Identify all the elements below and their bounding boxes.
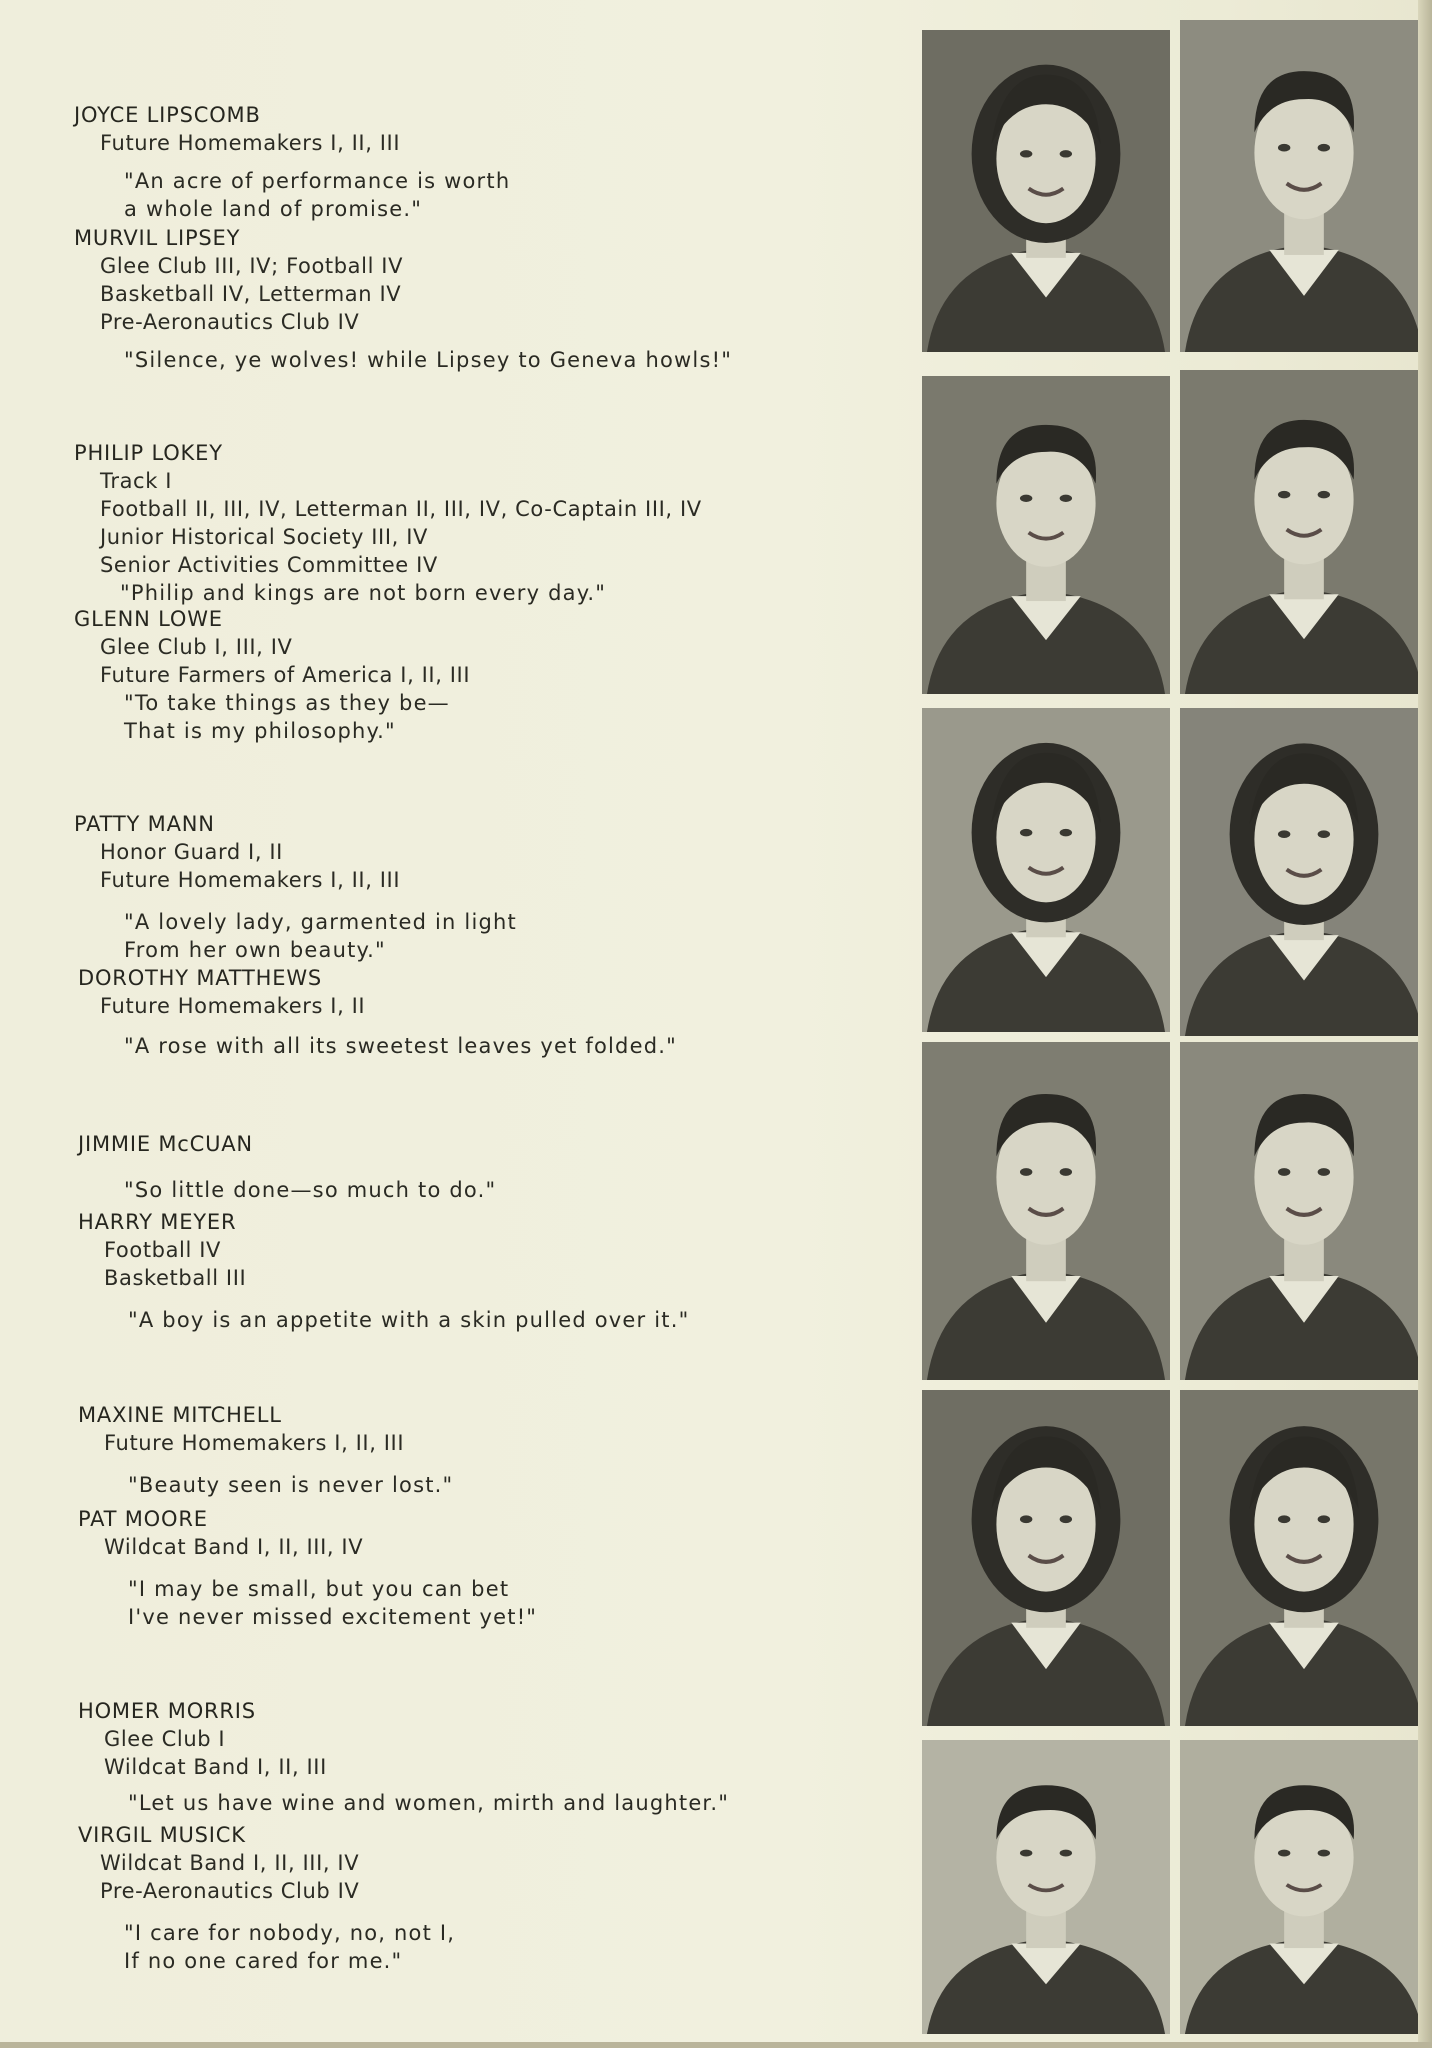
portrait-figure: [922, 708, 1170, 1032]
entry-homer-morris: [74, 1697, 834, 1821]
activity-line: Basketball IV, Letterman IV: [100, 282, 402, 306]
activity-line: Wildcat Band I, II, III, IV: [104, 1535, 364, 1559]
student-quote: "I may be small, but you can bet I've never missed excitement yet!": [128, 1577, 538, 1629]
portrait-figure: [1180, 1042, 1428, 1380]
activity-line: Future Homemakers I, II: [100, 994, 366, 1018]
activity-line: Future Farmers of America I, II, III: [100, 663, 471, 687]
activity-line: Wildcat Band I, II, III: [104, 1755, 327, 1779]
student-quote: "I care for nobody, no, not I, If no one cared for me.": [124, 1921, 456, 1973]
entry-glenn-lowe: [74, 605, 834, 749]
portrait-virgil-musick: [1180, 1740, 1428, 2034]
portrait-figure: [1180, 1390, 1428, 1726]
portrait-patty-mann: [922, 708, 1170, 1032]
student-quote: "So little done—so much to do.": [124, 1178, 497, 1202]
activity-line: Pre-Aeronautics Club IV: [100, 310, 360, 334]
portrait-joyce-lipscomb: [922, 30, 1170, 352]
activity-line: Glee Club III, IV; Football IV: [100, 254, 404, 278]
portrait-maxine-mitchell: [922, 1390, 1170, 1726]
activity-line: Football IV: [104, 1238, 221, 1262]
portrait-harry-meyer: [1180, 1042, 1428, 1380]
student-name: MAXINE MITCHELL: [78, 1403, 282, 1427]
activity-line: Future Homemakers I, II, III: [100, 868, 401, 892]
page-edge: [1418, 0, 1432, 2048]
activity-line: Junior Historical Society III, IV: [100, 525, 428, 549]
entry-patty-mann: [74, 810, 834, 968]
portrait-figure: [1180, 1740, 1428, 2034]
activity-line: Future Homemakers I, II, III: [104, 1431, 405, 1455]
activity-line: Glee Club I, III, IV: [100, 635, 293, 659]
student-quote: "Philip and kings are not born every day.": [120, 581, 607, 605]
portrait-figure: [922, 1740, 1170, 2034]
student-name: HOMER MORRIS: [78, 1699, 256, 1723]
activity-line: Football II, III, IV, Letterman II, III, IV, Co-Captain III, IV: [100, 497, 702, 521]
portrait-figure: [1180, 370, 1428, 694]
portrait-figure: [922, 1390, 1170, 1726]
portrait-murvil-lipsey: [1180, 20, 1428, 352]
student-quote: "A boy is an appetite with a skin pulled over it.": [128, 1308, 690, 1332]
student-quote: "To take things as they be— That is my philosophy.": [124, 691, 450, 743]
activity-line: Pre-Aeronautics Club IV: [100, 1879, 360, 1903]
student-name: PAT MOORE: [78, 1507, 208, 1531]
activity-line: Senior Activities Committee IV: [100, 553, 438, 577]
entry-virgil-musick: [74, 1821, 834, 1979]
activity-line: Basketball III: [104, 1266, 247, 1290]
activity-line: Glee Club I: [104, 1727, 226, 1751]
student-name: PHILIP LOKEY: [74, 441, 223, 465]
entry-maxine-mitchell: [74, 1401, 834, 1503]
entry-pat-moore: [74, 1505, 834, 1635]
activity-line: Track I: [100, 469, 173, 493]
student-quote: "Let us have wine and women, mirth and laughter.": [128, 1791, 730, 1815]
portrait-pat-moore: [1180, 1390, 1428, 1726]
student-name: JOYCE LIPSCOMB: [74, 103, 261, 127]
portrait-figure: [1180, 20, 1428, 352]
student-name: MURVIL LIPSEY: [74, 226, 241, 250]
student-name: GLENN LOWE: [74, 607, 223, 631]
portrait-dorothy-matthews: [1180, 708, 1428, 1036]
entry-harry-meyer: [74, 1208, 834, 1338]
portrait-homer-morris: [922, 1740, 1170, 2034]
student-name: HARRY MEYER: [78, 1210, 237, 1234]
portrait-figure: [1180, 708, 1428, 1036]
portrait-glenn-lowe: [1180, 370, 1428, 694]
entry-dorothy-matthews: [74, 964, 834, 1064]
activity-line: Wildcat Band I, II, III, IV: [100, 1851, 360, 1875]
student-quote: "Beauty seen is never lost.": [128, 1473, 454, 1497]
student-name: JIMMIE McCUAN: [78, 1132, 253, 1156]
page-bottom-edge: [0, 2042, 1432, 2048]
student-name: PATTY MANN: [74, 812, 215, 836]
portrait-figure: [922, 30, 1170, 352]
student-quote: "A lovely lady, garmented in light From her own beauty.": [124, 910, 517, 962]
portrait-philip-lokey: [922, 376, 1170, 694]
student-quote: "Silence, ye wolves! while Lipsey to Geneva howls!": [124, 348, 733, 372]
portrait-figure: [922, 376, 1170, 694]
student-quote: "A rose with all its sweetest leaves yet folded.": [124, 1034, 677, 1058]
student-name: VIRGIL MUSICK: [78, 1823, 246, 1847]
entry-joyce-lipscomb: [74, 101, 834, 227]
entry-murvil-lipsey: [74, 224, 834, 378]
portrait-jimmie-mccuan: [922, 1042, 1170, 1380]
entry-philip-lokey: [74, 439, 834, 611]
activity-line: Honor Guard I, II: [100, 840, 283, 864]
portrait-figure: [922, 1042, 1170, 1380]
activity-line: Future Homemakers I, II, III: [100, 131, 401, 155]
student-quote: "An acre of performance is worth a whole land of promise.": [124, 169, 511, 221]
entry-jimmie-mccuan: [74, 1130, 834, 1208]
student-name: DOROTHY MATTHEWS: [78, 966, 323, 990]
